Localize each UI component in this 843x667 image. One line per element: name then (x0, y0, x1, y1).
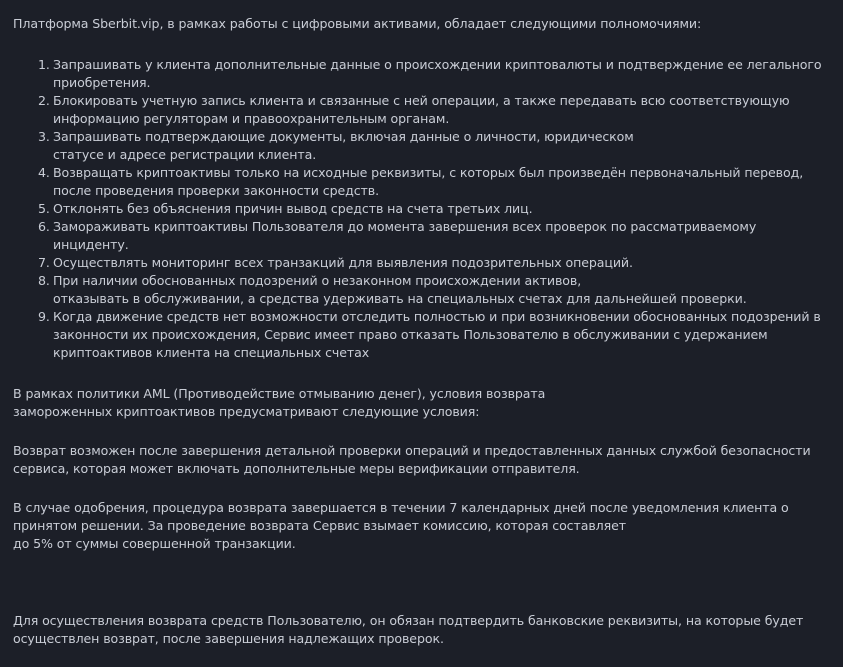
list-item-number: 6. (38, 219, 50, 234)
list-item-line: Возвращать криптоактивы только на исходные реквизиты, с которых был произведён первоначальный перевод, (53, 165, 804, 180)
list-item (38, 308, 828, 362)
list-item-number: 2. (38, 93, 50, 108)
list-item-number: 9. (38, 309, 50, 324)
list-item (38, 128, 828, 164)
list-item-line: инциденту. (53, 237, 129, 252)
list-item-line: приобретения. (53, 75, 151, 90)
list-item (38, 272, 828, 308)
list-item-line: Когда движение средств нет возможности отследить полностью и при возникновении обоснованных подозрений в (53, 309, 821, 324)
aml-policy-paragraph (13, 385, 833, 421)
list-item-line: информацию регуляторам и правоохранительным органам. (53, 111, 450, 126)
list-item-line: При наличии обоснованных подозрений о незаконном происхождении активов, (53, 273, 582, 288)
paragraph-line: принятом решении. За проведение возврата Сервис взымает комиссию, которая составляет (13, 518, 626, 533)
list-item-number: 3. (38, 129, 50, 144)
list-item-number: 1. (38, 57, 50, 72)
list-item-line: Блокировать учетную запись клиента и связанные с ней операции, а также передавать всю соответствующую (53, 93, 790, 108)
list-item-number: 8. (38, 273, 50, 288)
paragraph-line: замороженных криптоактивов предусматривают следующие условия: (13, 404, 480, 419)
list-item-number: 5. (38, 201, 50, 216)
paragraph-line: В случае одобрения, процедура возврата завершается в течении 7 календарных дней после уведомления клиента о (13, 500, 789, 515)
approval-paragraph (13, 499, 833, 553)
paragraph-line: осуществлен возврат, после завершения надлежащих проверок. (13, 631, 444, 646)
paragraph-line: до 5% от суммы совершенной транзакции. (13, 536, 296, 551)
list-item-number: 4. (38, 165, 50, 180)
list-item-line: отказывать в обслуживании, а средства удерживать на специальных счетах для дальнейшей проверки. (53, 291, 747, 306)
list-item-line: статусе и адресе регистрации клиента. (53, 147, 317, 162)
paragraph-line: сервиса, которая может включать дополнительные меры верификации отправителя. (13, 461, 580, 476)
list-item (38, 254, 828, 272)
list-item-line: после проведения проверки законности средств. (53, 183, 380, 198)
list-item-line: криптоактивов клиента на специальных счетах (53, 345, 370, 360)
powers-list (38, 56, 828, 362)
paragraph-line: В рамках политики AML (Противодействие отмыванию денег), условия возврата (13, 386, 546, 401)
list-item-number: 7. (38, 255, 50, 270)
list-item-line: Запрашивать подтверждающие документы, включая данные о личности, юридическом (53, 129, 634, 144)
list-item (38, 200, 828, 218)
paragraph-line: Возврат возможен после завершения детальной проверки операций и предоставленных данных службой безопасности (13, 443, 811, 458)
paragraph-line: Для осуществления возврата средств Пользователю, он обязан подтвердить банковские реквизиты, на которые будет (13, 613, 804, 628)
list-item-line: законности их происхождения, Сервис имеет право отказать Пользователю в обслуживании с удержанием (53, 327, 768, 342)
bank-details-paragraph (13, 612, 833, 648)
list-item (38, 164, 828, 200)
return-conditions-paragraph (13, 442, 833, 478)
list-item (38, 56, 828, 92)
list-item-line: Замораживать криптоактивы Пользователя до момента завершения всех проверок по рассматриваемому (53, 219, 757, 234)
list-item-line: Отклонять без объяснения причин вывод средств на счета третьих лиц. (53, 201, 533, 216)
list-item (38, 218, 828, 254)
list-item-line: Осуществлять мониторинг всех транзакций для выявления подозрительных операций. (53, 255, 633, 270)
list-item-line: Запрашивать у клиента дополнительные данные о происхождении криптовалюты и подтверждение ее легального (53, 57, 822, 72)
list-item (38, 92, 828, 128)
intro-paragraph: Платформа Sberbit.vip, в рамках работы с цифровыми активами, обладает следующими полномочиями: (13, 16, 702, 31)
